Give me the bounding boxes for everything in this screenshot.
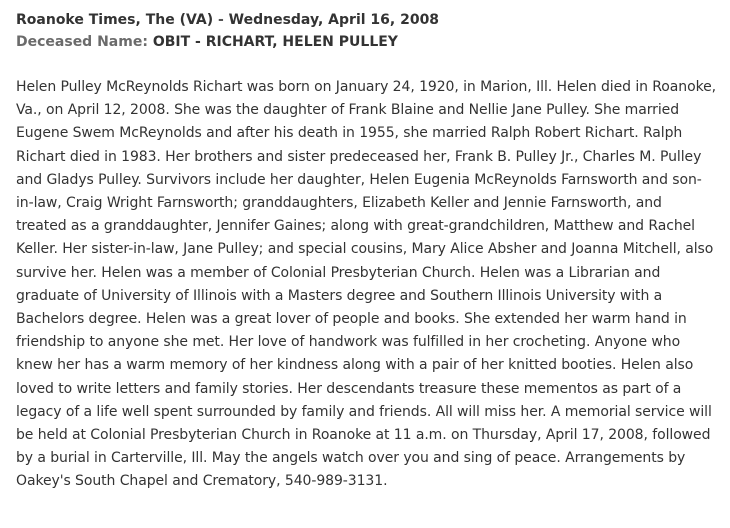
header-separator: - bbox=[217, 12, 224, 28]
deceased-name-line bbox=[16, 31, 714, 53]
deceased-name-label: Deceased Name: bbox=[16, 34, 148, 50]
publication-header bbox=[16, 9, 714, 31]
obituary-title: OBIT - RICHART, HELEN PULLEY bbox=[152, 34, 398, 50]
obituary-body: Helen Pulley McReynolds Richart was born on January 24, 1920, in Marion, Ill. Helen died in Roanoke, Va., on April 12, 2008. She was the daughter of Frank Blaine and Nellie Jane Pulley. She married Eugene Swem McReynolds and after his death in 1955, she married Ralph Robert Richart. Ralph Richart died in 1983. Her brothers and sister predeceased her, Frank B. Pulley Jr., Charles M. Pulley and Gladys Pulley. Survivors include her daughter, Helen Eugenia McReynolds Farnsworth and son-in-law, Craig Wright Farnsworth; granddaughters, Elizabeth Keller and Jennie Farnsworth, and treated as a granddaughter, Jennifer Gaines; along with great-grandchildren, Matthew and Rachel Keller. Her sister-in-law, Jane Pulley; and special cousins, Mary Alice Absher and Joanna Mitchell, also survive her. Helen was a member of Colonial Presbyterian Church. Helen was a Librarian and graduate of University of Illinois with a Masters degree and Southern Illinois University with a Bachelors degree. Helen was a great lover of people and books. She extended her warm hand in friendship to anyone she met. Her love of handwork was fulfilled in her crocheting. Anyone who knew her has a warm memory of her kindness along with a pair of her knitted booties. Helen also loved to write letters and family stories. Her descendants treasure these mementos as part of a legacy of a life well spent surrounded by family and friends. All will miss her. A memorial service will be held at Colonial Presbyterian Church in Roanoke at 11 a.m. on Thursday, April 17, 2008, followed by a burial in Carterville, Ill. May the angels watch over you and sing of peace. Arrangements by Oakey's South Chapel and Crematory, 540-989-3131. bbox=[16, 79, 716, 490]
publication-date: Wednesday, April 16, 2008 bbox=[228, 12, 440, 28]
publication-name: Roanoke Times, The (VA) bbox=[16, 12, 214, 28]
